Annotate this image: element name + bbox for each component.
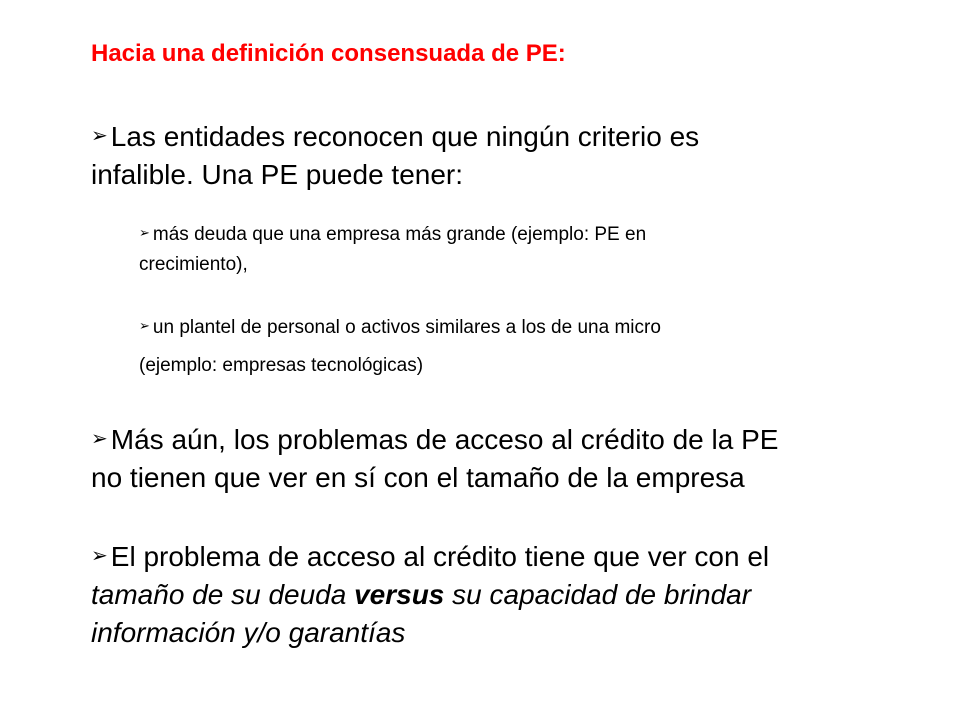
- bullet-line: infalible. Una PE puede tener:: [91, 159, 464, 190]
- bullet-debt-vs-information: [91, 536, 769, 652]
- bullet-line: [139, 308, 661, 347]
- bullet-line: [91, 576, 769, 614]
- bullet-line: [91, 536, 769, 576]
- bullet-text: El problema de acceso al crédito tiene que ver con el: [110, 541, 770, 572]
- bullet-line: [139, 219, 646, 250]
- bullet-line: información y/o garantías: [91, 617, 406, 648]
- bullet-credit-access-size: [91, 419, 778, 497]
- emphasis-text: versus: [354, 579, 445, 610]
- italic-text: tamaño de su deuda: [91, 579, 355, 610]
- sub-bullet-more-debt: [139, 219, 646, 280]
- bullet-line: [91, 419, 778, 459]
- arrow-bullet-icon: ➢: [91, 426, 108, 450]
- italic-text: su capacidad de brindar: [444, 579, 752, 610]
- bullet-entities-criteria: [91, 116, 699, 194]
- arrow-bullet-icon: ➢: [91, 543, 108, 567]
- bullet-text: Más aún, los problemas de acceso al crédito de la PE: [110, 424, 779, 455]
- arrow-bullet-icon: ➢: [139, 319, 150, 334]
- bullet-line: no tienen que ver en sí con el tamaño de la empresa: [91, 462, 745, 493]
- arrow-bullet-icon: ➢: [91, 123, 108, 147]
- bullet-line: crecimiento),: [139, 254, 248, 275]
- bullet-line: [91, 116, 699, 156]
- slide-title: Hacia una definición consensuada de PE:: [91, 40, 566, 67]
- sub-bullet-staff-assets: [139, 308, 661, 385]
- bullet-text: Las entidades reconocen que ningún criterio es: [110, 121, 700, 152]
- bullet-line: (ejemplo: empresas tecnológicas): [139, 355, 424, 376]
- arrow-bullet-icon: ➢: [139, 226, 150, 241]
- bullet-text: más deuda que una empresa más grande (ejemplo: PE en: [152, 224, 647, 245]
- bullet-text: un plantel de personal o activos similares a los de una micro: [152, 317, 661, 338]
